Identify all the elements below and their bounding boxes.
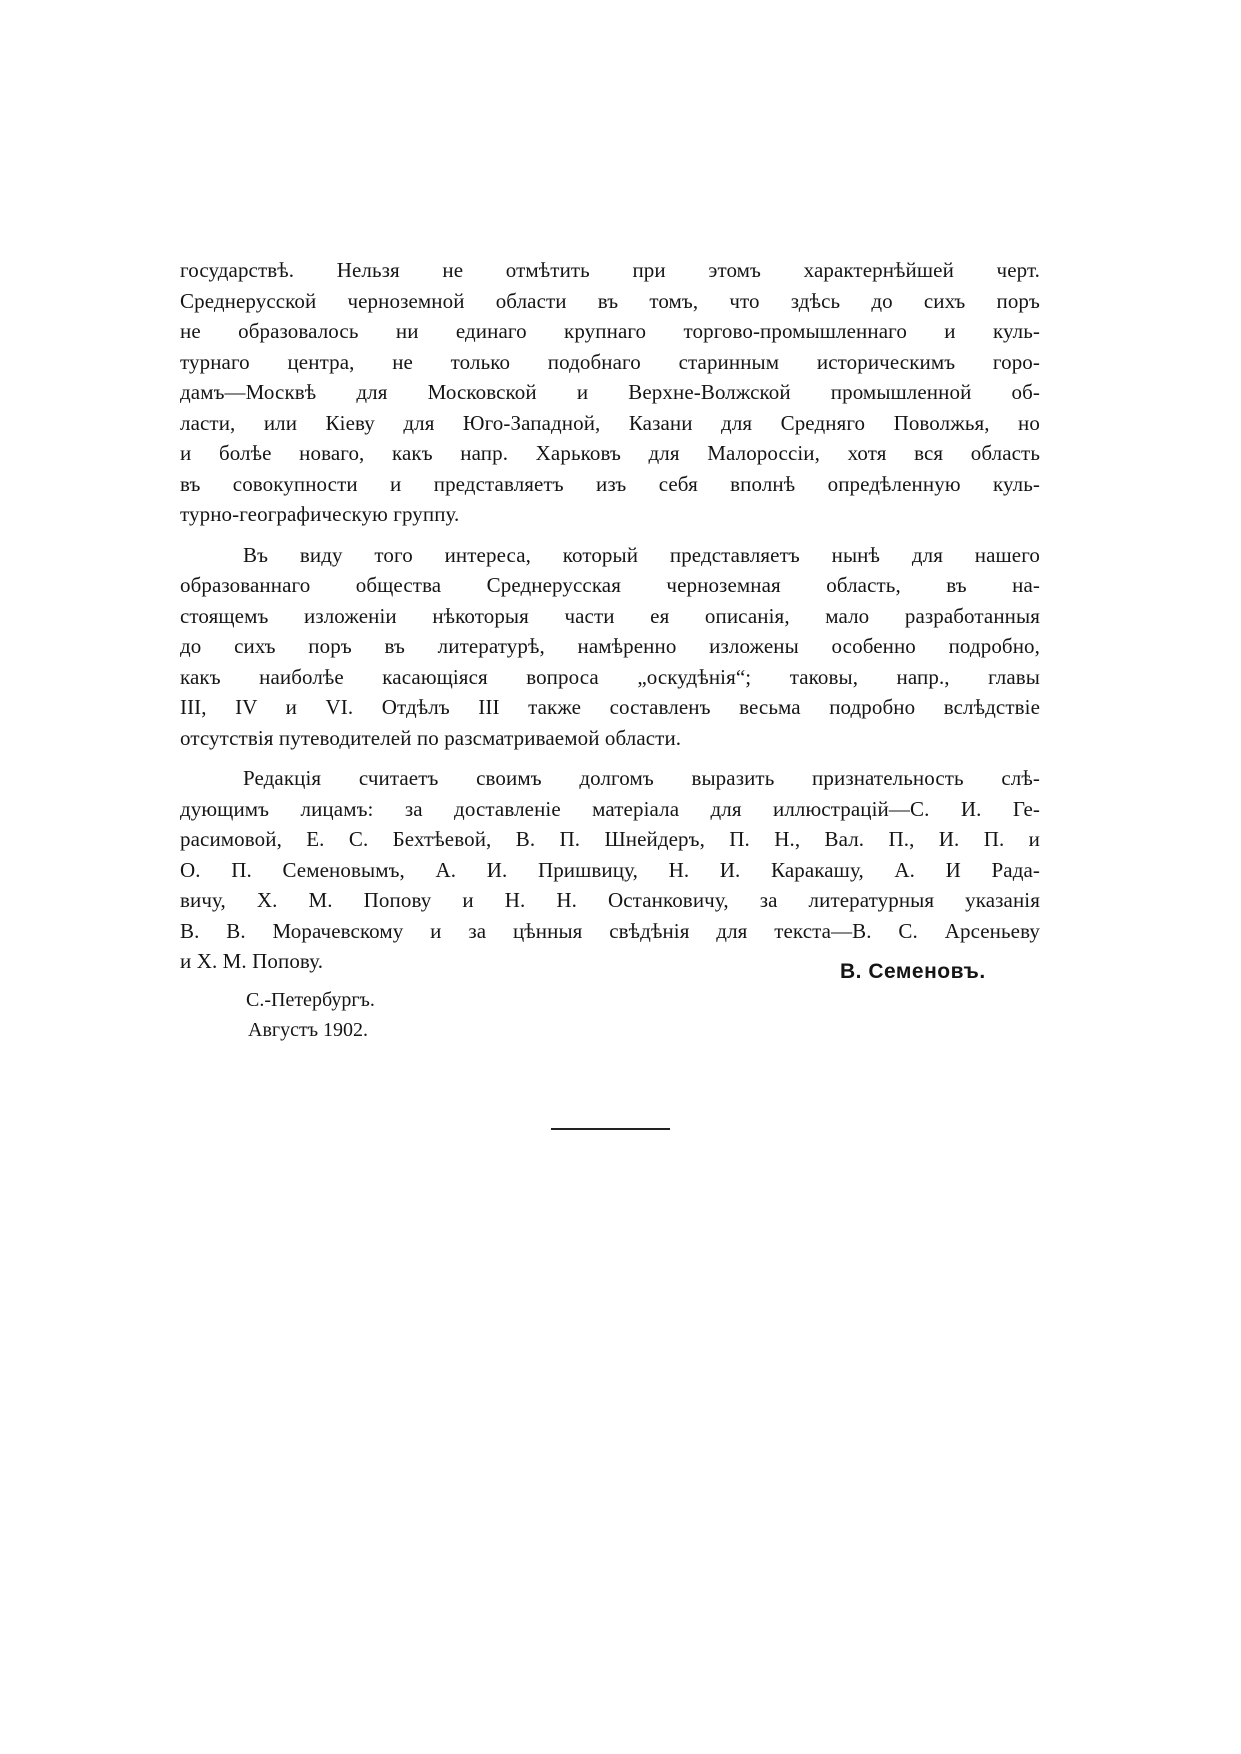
text-line: государствѣ. Нельзя не отмѣтить при этомъ характернѣйшей черт.	[180, 258, 1040, 282]
text-line: турно-географическую группу.	[180, 502, 460, 526]
paragraph-gap	[180, 753, 1040, 763]
text-line: расимовой, Е. С. Бехтѣевой, В. П. Шнейдеръ, П. Н., Вал. П., И. П. и	[180, 827, 1040, 851]
text-line: О. П. Семеновымъ, А. И. Пришвицу, Н. И. Каракашу, А. И Рада-	[180, 857, 1040, 882]
place-date-block	[246, 985, 375, 1045]
text-line: дующимъ лицамъ: за доставленіе матеріала для иллюстрацій—С. И. Ге-	[180, 796, 1040, 821]
text-line: стоящемъ изложеніи нѣкоторыя части ея описанія, мало разработанныя	[180, 603, 1040, 628]
text-line: до сихъ поръ въ литературѣ, намѣренно изложены особенно подробно,	[180, 634, 1040, 658]
text-line: ласти, или Кіеву для Юго-Западной, Казани для Средняго Поволжья, но	[180, 410, 1040, 435]
text-line: образованнаго общества Среднерусская черноземная область, въ на-	[180, 573, 1040, 597]
paragraph-gap	[180, 530, 1040, 540]
text-line: и Х. М. Попову.	[180, 949, 324, 973]
text-line: Среднерусской черноземной области въ томъ, что здѣсь до сихъ поръ	[180, 288, 1040, 313]
text-line: дамъ—Москвѣ для Московской и Верхне-Волжской промышленной об-	[180, 380, 1040, 404]
author-signature: В. Семеновъ.	[840, 960, 986, 983]
text-line: турнаго центра, не только подобнаго старинным историческимъ горо-	[180, 349, 1040, 374]
text-line: отсутствія путеводителей по разсматриваемой области.	[180, 725, 682, 750]
text-line: какъ наиболѣе касающіяся вопроса „оскудѣнія“; таковы, напр., главы	[180, 664, 1040, 689]
text-line: Редакція считаетъ своимъ долгомъ выразить признательность слѣ-	[243, 766, 1040, 790]
text-line: въ совокупности и представляетъ изъ себя вполнѣ опредѣленную куль-	[180, 471, 1040, 496]
text-line: Въ виду того интереса, который представляетъ нынѣ для нашего	[243, 542, 1040, 567]
body-text	[180, 255, 1040, 977]
date-line: Августъ 1902.	[248, 1019, 369, 1041]
end-rule-divider	[551, 1128, 670, 1130]
text-line: III, IV и VI. Отдѣлъ III также составленъ весьма подробно вслѣдствіе	[180, 695, 1040, 719]
text-line: и болѣе новаго, какъ напр. Харьковъ для Малороссіи, хотя вся область	[180, 441, 1040, 465]
place-line: С.-Петербургъ.	[246, 989, 375, 1011]
text-line: В. В. Морачевскому и за цѣнныя свѣдѣнія для текста—В. С. Арсеньеву	[180, 918, 1040, 943]
text-line: не образовалось ни единаго крупнаго торгово-промышленнаго и куль-	[180, 319, 1040, 343]
text-line: вичу, Х. М. Попову и Н. Н. Останковичу, за литературныя указанія	[180, 888, 1040, 912]
